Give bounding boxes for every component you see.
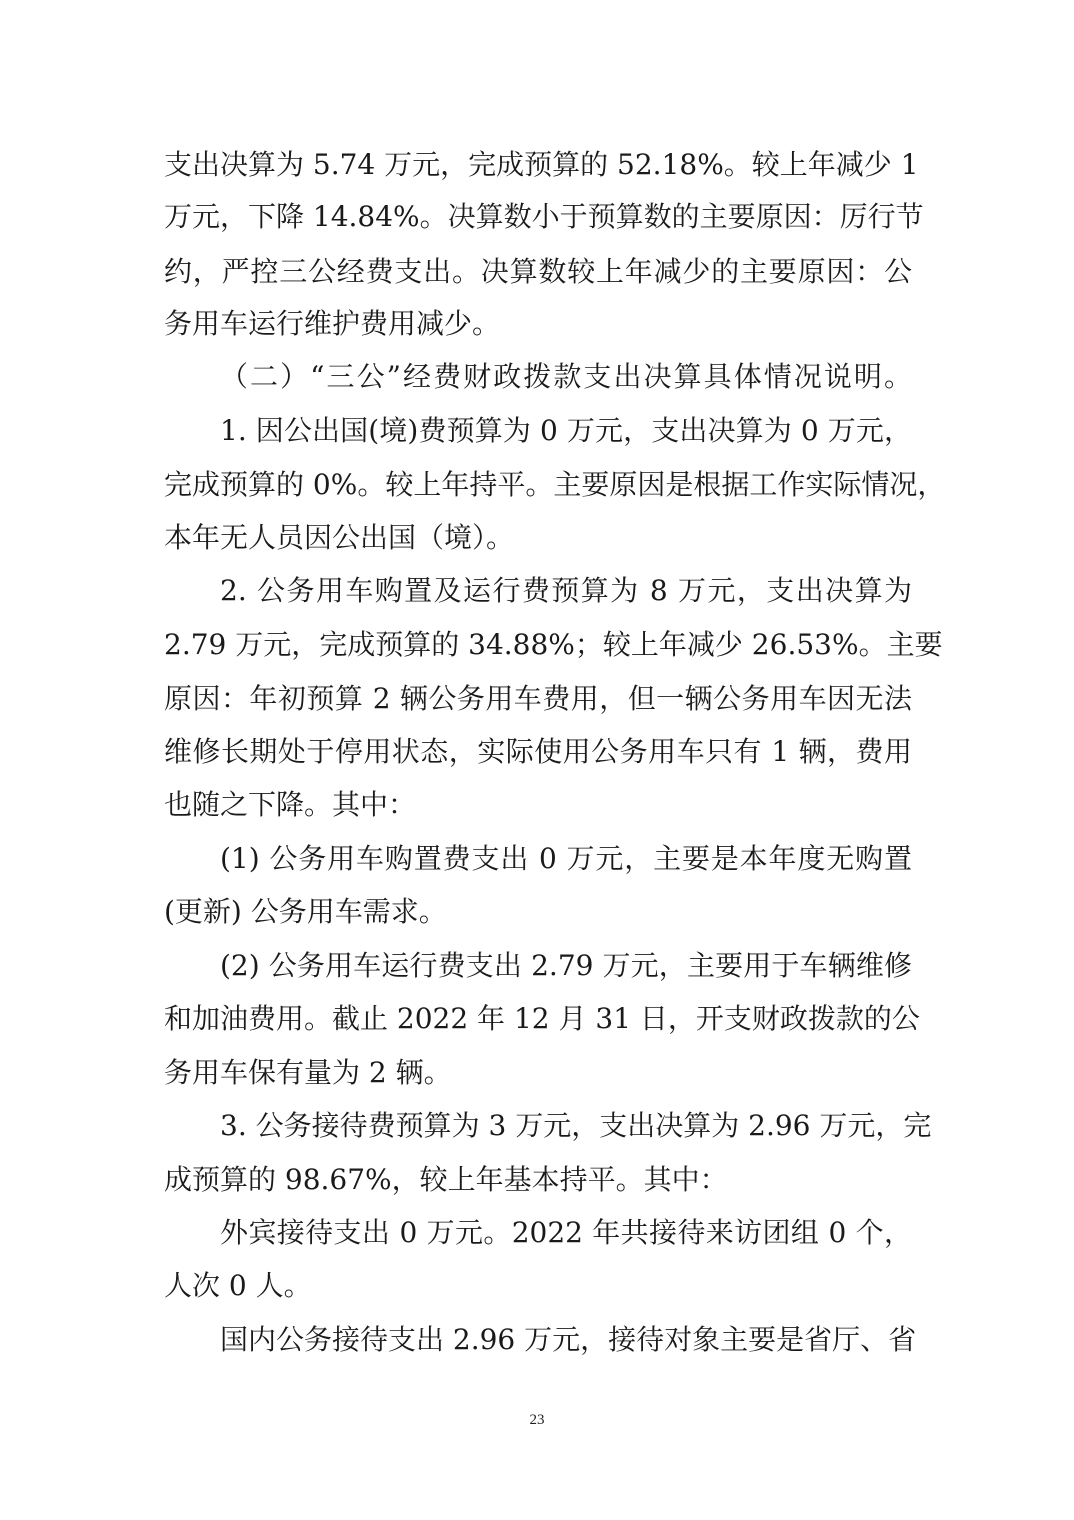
- text-line: 人次 0 人。: [164, 1269, 312, 1302]
- text-line: 原因：年初预算 2 辆公务用车费用，但一辆公务用车因无法: [164, 682, 912, 715]
- text-line: (更新) 公务用车需求。: [164, 895, 447, 928]
- text-line: 约，严控三公经费支出。决算数较上年减少的主要原因：公: [164, 255, 912, 288]
- text-line: (2) 公务用车运行费支出 2.79 万元，主要用于车辆维修: [220, 949, 912, 982]
- text-line: 支出决算为 5.74 万元，完成预算的 52.18%。较上年减少 1: [164, 148, 919, 181]
- text-line: 成预算的 98.67%，较上年基本持平。其中：: [164, 1163, 728, 1196]
- text-line: 完成预算的 0%。较上年持平。主要原因是根据工作实际情况，: [164, 468, 946, 501]
- text-line: 2.79 万元，完成预算的 34.88%；较上年减少 26.53%。主要: [164, 628, 943, 661]
- text-line: 和加油费用。截止 2022 年 12 月 31 日，开支财政拨款的公: [164, 1002, 920, 1035]
- text-line: 维修长期处于停用状态，实际使用公务用车只有 1 辆，费用: [164, 735, 912, 768]
- text-line: 务用车保有量为 2 辆。: [164, 1056, 452, 1089]
- text-line: 外宾接待支出 0 万元。2022 年共接待来访团组 0 个，: [220, 1216, 912, 1249]
- text-line: 1. 因公出国(境)费预算为 0 万元，支出决算为 0 万元，: [220, 414, 912, 447]
- text-line: 也随之下降。其中：: [164, 788, 417, 821]
- text-line: 本年无人员因公出国（境）。: [164, 521, 515, 554]
- text-line: (1) 公务用车购置费支出 0 万元，主要是本年度无购置: [220, 842, 912, 875]
- text-line: 万元，下降 14.84%。决算数小于预算数的主要原因：厉行节: [164, 200, 924, 233]
- text-line: 2. 公务用车购置及运行费预算为 8 万元，支出决算为: [220, 574, 912, 607]
- page-number: 23: [529, 1412, 545, 1428]
- text-line: 国内公务接待支出 2.96 万元，接待对象主要是省厅、省: [220, 1323, 917, 1356]
- section-heading: （二）“三公”经费财政拨款支出决算具体情况说明。: [220, 360, 912, 393]
- text-line: 3. 公务接待费预算为 3 万元，支出决算为 2.96 万元，完: [220, 1109, 932, 1142]
- text-line: 务用车运行维护费用减少。: [164, 307, 501, 340]
